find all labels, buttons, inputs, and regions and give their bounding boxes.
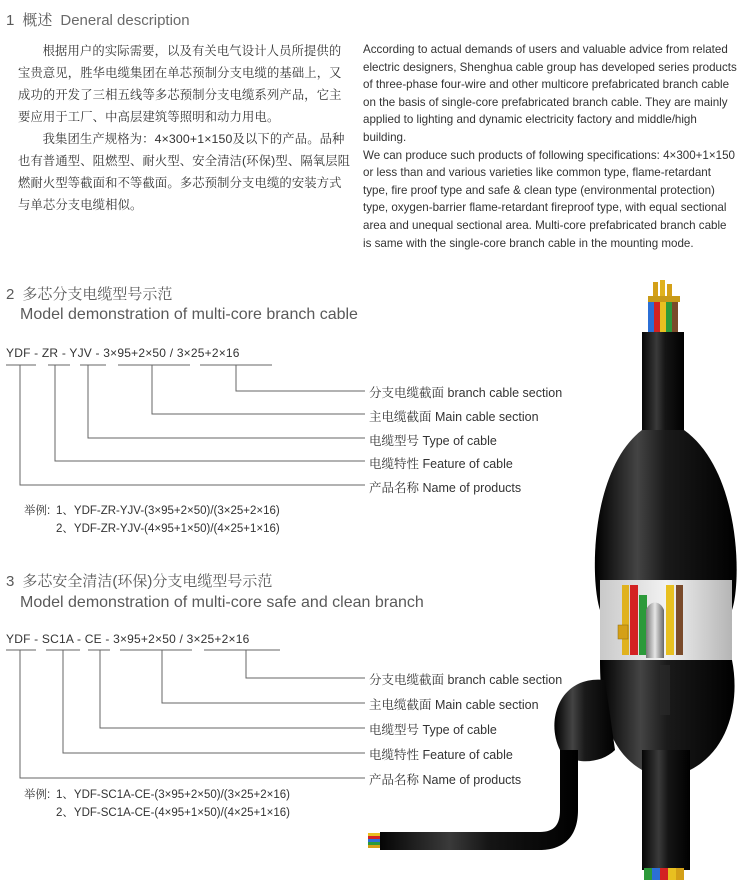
bottom-conductors-icon (644, 868, 684, 880)
leader2-type (88, 365, 365, 438)
section3-title-cn-text: 多芯安全清洁(环保)分支电缆型号示范 (22, 573, 273, 590)
cn-paragraph-1: 根据用户的实际需要，以及有关电气设计人员所提供的宝贵意见，胜华电缆集团在单芯预制分支电缆的基础上，又成功的开发了三相五线等多芯预制分支电缆系列产品，它主要应用于工厂、中高层建筑等照明和动力用电。 (18, 44, 342, 124)
model3-sep-3: - (105, 632, 110, 646)
section3-title-en: Model demonstration of multi-core safe and clean branch (20, 594, 424, 611)
model3-slash: / (179, 632, 184, 646)
main-cable-top (642, 332, 684, 430)
legend2-5-en: Name of products (422, 481, 522, 495)
legend2-5-cn: 产品名称 (369, 481, 420, 495)
examples3-label: 举例: (24, 789, 51, 801)
body-marking (660, 665, 670, 715)
section2-title-cn-text: 多芯分支电缆型号示范 (22, 286, 173, 303)
legend2-3-en: Type of cable (422, 434, 497, 448)
leader3-product (20, 650, 365, 778)
legend3-1-cn: 分支电缆截面 (369, 673, 445, 687)
legend3-3-en: Type of cable (422, 723, 497, 737)
legend3-2-en: Main cable section (435, 698, 539, 712)
leader3-type (100, 650, 365, 728)
legend2-4-cn: 电缆特性 (369, 457, 420, 471)
legend3-4-en: Feature of cable (422, 748, 513, 762)
branch-conductors-icon (368, 833, 380, 848)
main-cable-bottom (642, 750, 690, 870)
legend3-1-en: branch cable section (447, 673, 563, 687)
legend2-2-cn: 主电缆截面 (369, 410, 432, 424)
legend3-3-cn: 电缆型号 (369, 723, 420, 737)
example2-1-text: 1、YDF-ZR-YJV-(3×95+2×50)/(3×25+2×16) (56, 505, 280, 517)
section2-title-en: Model demonstration of multi-core branch cable (20, 306, 358, 323)
model2-sep-2: - (61, 346, 67, 360)
model3-sep-2: - (76, 632, 82, 646)
model3-feature: SC1A (41, 632, 74, 646)
en-paragraph-2: We can produce such products of following specifications: 4×300+1×150 or less than and various varieties like common type, flame-retardant type, fire proof type and safe & clean type (environmental protection) type, oxygen-barrier flame-retardant fireproof type, with equal sectional area and unequal sectional area. Multi-core prefabricated branch cable is same with the single-core branch cable in the mounting mode. (363, 148, 735, 250)
legend2-1-en: branch cable section (447, 386, 563, 400)
model2-main-section: 3×95+2×50 (103, 346, 167, 360)
section1-number: 1 (6, 12, 15, 29)
cable-illustration (360, 280, 747, 886)
model2-feature: ZR (41, 346, 59, 360)
model2-sep-3: - (95, 346, 100, 360)
section2-number: 2 (6, 286, 15, 303)
model2-branch-section: 3×25+2×16 (176, 346, 240, 360)
leader2-feature (55, 365, 365, 461)
leader3-feature (63, 650, 365, 753)
side-branch-bulge (554, 680, 615, 762)
legend2-2-en: Main cable section (435, 410, 539, 424)
leader3-branch (246, 650, 365, 678)
top-conductors-icon (648, 280, 680, 332)
model2-product: YDF (6, 346, 31, 360)
model3-branch-section: 3×25+2×16 (186, 632, 250, 646)
leader3-main (162, 650, 365, 703)
example3-2-text: 2、YDF-SC1A-CE-(4×95+1×50)/(4×25+1×16) (56, 807, 290, 819)
section3-number: 3 (6, 573, 15, 590)
cn-paragraph-2: 我集团生产规格为：4×300+1×150及以下的产品。品种也有普通型、阻燃型、耐火型、安全清洁(环保)型、隔氧层阻燃耐火型等截面和不等截面。多芯预制分支电缆的安装方式与单芯分支电缆相似。 (18, 132, 351, 212)
legend2-3-cn: 电缆型号 (369, 434, 420, 448)
branch-cable (380, 750, 578, 850)
legend3-5-en: Name of products (422, 773, 522, 787)
legend2-1-cn: 分支电缆截面 (369, 386, 445, 400)
model2-slash: / (169, 346, 174, 360)
example3-1-text: 1、YDF-SC1A-CE-(3×95+2×50)/(3×25+2×16) (56, 789, 290, 801)
model3-product: YDF (6, 632, 31, 646)
examples2-label: 举例: (24, 505, 51, 517)
leader2-main (152, 365, 365, 414)
model2-sep-1: - (34, 346, 39, 360)
model2-type: YJV (69, 346, 92, 360)
leader2-branch (236, 365, 365, 391)
en-paragraph-1: According to actual demands of users and valuable advice from related electric designers, Shenghua cable group has developed series products of three-phase four-wire and other multicore prefabricated branch cable on the basis of single-core prefabricated branch cable. They are mainly applied to lighting and dynamic electricity factory and middle/high building. (363, 43, 737, 144)
leader2-product (20, 365, 365, 485)
example2-2-text: 2、YDF-ZR-YJV-(4×95+1×50)/(4×25+1×16) (56, 523, 280, 535)
section1-title-en: Deneral description (60, 12, 190, 29)
model3-sep-1: - (34, 632, 39, 646)
model3-main-section: 3×95+2×50 (113, 632, 176, 646)
legend2-4-en: Feature of cable (422, 457, 513, 471)
model3-type: CE (84, 632, 102, 646)
section1-title-cn: 概述 (22, 12, 53, 29)
legend3-5-cn: 产品名称 (369, 773, 420, 787)
legend3-2-cn: 主电缆截面 (369, 698, 432, 712)
legend3-4-cn: 电缆特性 (369, 748, 420, 762)
